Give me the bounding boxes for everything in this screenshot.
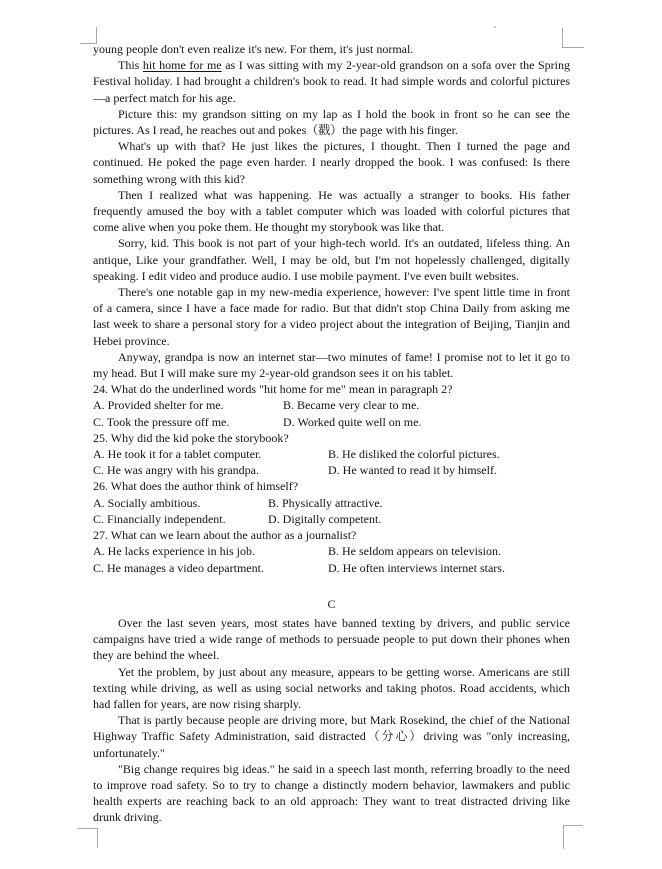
question-25-option-c: C. He was angry with his grandpa. [93, 463, 259, 478]
question-26-option-a: A. Socially ambitious. [93, 495, 201, 510]
question-27-option-d: D. He often interviews internet stars. [328, 560, 505, 575]
passage-b-paragraph-8: Anyway, grandpa is now an internet star—two minutes of fame! I promise not to let it go to my head. But I will make sure my 2-year-old grandson sees it on his tablet. [93, 349, 570, 381]
passage-b-paragraph-6: Sorry, kid. This book is not part of your high-tech world. It's an outdated, lifeless thing. An antique, Like your grandfather. Well, I may be old, but I'm not hopelessly challenged, digitally speaking. I edit video and produce audio. I use mobile payment. I've even built websites. [93, 236, 570, 283]
question-25-stem: 25. Why did the kid poke the storybook? [93, 430, 289, 445]
question-27-option-b: B. He seldom appears on television. [328, 544, 501, 559]
question-24-option-c: C. Took the pressure off me. [93, 414, 230, 429]
question-24-options-row-cd [93, 414, 570, 430]
question-25-option-a: A. He took it for a tablet computer. [93, 447, 262, 462]
paragraph-2-text-after: as I was sitting with my 2-year-old grandson on a sofa over the Spring Festival holiday. I had brought a children's book to read. It had simple words and colorful pictures—a perfect match for his age. [93, 58, 571, 105]
question-24-option-d: D. Worked quite well on me. [283, 414, 422, 429]
question-26-options-row-ab [93, 495, 570, 511]
question-24-option-b: B. Became very clear to me. [283, 398, 420, 413]
underlined-phrase: hit home for me [142, 58, 222, 73]
question-25-option-b: B. He disliked the colorful pictures. [328, 447, 500, 462]
question-26-option-b: B. Physically attractive. [268, 495, 383, 510]
text-block [93, 41, 570, 826]
question-24-options-row-ab [93, 397, 570, 413]
question-25-options-row-ab [93, 446, 570, 462]
question-26-option-d: D. Digitally competent. [268, 511, 382, 526]
passage-b-paragraph-3: Picture this: my grandson sitting on my lap as I hold the book in front so he can see the pictures. As I read, he reaches out and pokes（戳）the page with his finger. [93, 106, 570, 138]
section-c-heading: C [327, 596, 336, 611]
question-27-option-c: C. He manages a video department. [93, 560, 264, 575]
passage-c-paragraph-4: "Big change requires big ideas." he said in a speech last month, referring broadly to the need to improve road safety. So to try to change a distinctly modern behavior, lawmakers and public health experts are reaching back to an old approach: They want to treat distracted driving like drunk driving. [93, 761, 570, 825]
question-26-option-c: C. Financially independent. [93, 511, 226, 526]
passage-b-paragraph-7: There's one notable gap in my new-media experience, however: I've spent little time in front of a camera, since I have a face made for radio. But that didn't stop China Daily from asking me last week to share a personal story for a video project about the integration of Beijing, Tianjin and Hebei province. [93, 285, 570, 348]
dust-speck [494, 26, 496, 28]
passage-b-paragraph-1: young people don't even realize it's new. For them, it's just normal. [93, 42, 414, 56]
crop-mark-bottom-left [77, 828, 98, 848]
passage-b-paragraph-5: Then I realized what was happening. He was actually a stranger to books. His father frequently amused the boy with a tablet computer which was loaded with colorful pictures that come alive when you poke them. He thought my storybook was like that. [93, 187, 570, 235]
question-27-stem: 27. What can we learn about the author as a journalist? [93, 528, 357, 543]
question-24-stem: 24. What do the underlined words "hit home for me" mean in paragraph 2? [93, 382, 453, 397]
question-27-options-row-ab [93, 543, 570, 559]
question-24-option-a: A. Provided shelter for me. [93, 398, 224, 413]
question-27-option-a: A. He lacks experience in his job. [93, 544, 255, 559]
question-25-option-d: D. He wanted to read it by himself. [328, 463, 497, 478]
question-27-options-row-cd [93, 560, 570, 576]
question-25-options-row-cd [93, 462, 570, 478]
passage-c-paragraph-3: That is partly because people are driving more, but Mark Rosekind, the chief of the National Highway Traffic Safety Administration, said distracted（分心）driving was "only increasing, unfortunately." [93, 713, 570, 760]
crop-mark-bottom-right [563, 825, 583, 849]
question-26-stem: 26. What does the author think of himself? [93, 479, 299, 494]
passage-c-paragraph-2: Yet the problem, by just about any measure, appears to be getting worse. Americans are still texting while driving, as well as using social networks and taking photos. Road accidents, which had fallen for years, are now rising sharply. [93, 664, 570, 711]
paragraph-2-text-before: This [118, 58, 143, 73]
passage-b-paragraph-4: What's up with that? He just likes the pictures, I thought. Then I turned the page and continued. He poked the page even harder. I nearly dropped the book. I was confused: Is there something wrong with this kid? [93, 139, 570, 186]
passage-b-paragraph-2 [93, 57, 570, 106]
question-26-options-row-cd [93, 511, 570, 527]
passage-c-paragraph-1: Over the last seven years, most states have banned texting by drivers, and public service campaigns have tried a wide range of methods to persuade people to put down their phones when they are behind the wheel. [93, 615, 570, 663]
